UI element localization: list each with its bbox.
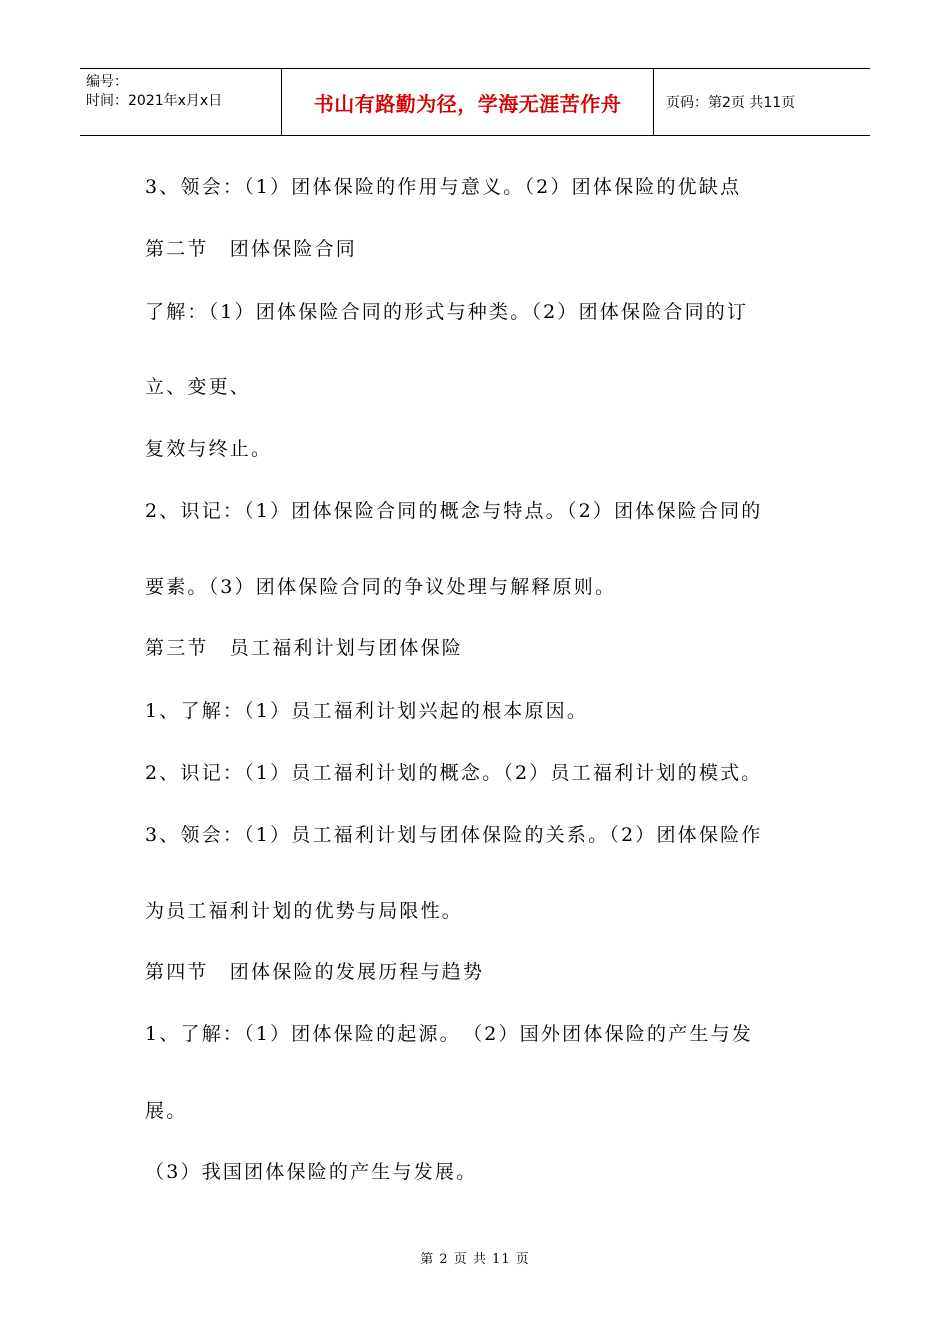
section-heading: 第三节 员工福利计划与团体保险 bbox=[145, 637, 464, 659]
body-line: 展。 bbox=[145, 1100, 188, 1122]
body-line: 了解：（1）团体保险合同的形式与种类。（2）团体保险合同的订 bbox=[145, 301, 749, 323]
document-number-label: 编号： bbox=[86, 74, 128, 90]
footer-page-number: 第 2 页 共 11 页 bbox=[420, 1252, 530, 1267]
body-line: 3、领会：（1）员工福利计划与团体保险的关系。（2）团体保险作 bbox=[145, 824, 763, 846]
body-line: 2、识记：（1）员工福利计划的概念。（2）员工福利计划的模式。 bbox=[145, 762, 763, 784]
body-line: 1、了解：（1）员工福利计划兴起的根本原因。 bbox=[145, 700, 589, 722]
page-header bbox=[80, 68, 870, 136]
section-heading: 第二节 团体保险合同 bbox=[145, 238, 358, 260]
header-motto-cell bbox=[282, 69, 654, 135]
section-heading: 第四节 团体保险的发展历程与趋势 bbox=[145, 961, 485, 983]
body-line: 立、变更、 bbox=[145, 376, 252, 398]
body-line: 为员工福利计划的优势与局限性。 bbox=[145, 900, 464, 922]
body-line: （3）我国团体保险的产生与发展。 bbox=[145, 1161, 478, 1183]
body-line: 2、识记：（1）团体保险合同的概念与特点。（2）团体保险合同的 bbox=[145, 500, 763, 522]
header-motto: 书山有路勤为径，学海无涯苦作舟 bbox=[313, 91, 622, 116]
header-meta bbox=[80, 69, 282, 135]
body-line: 3、领会：（1）团体保险的作用与意义。（2）团体保险的优缺点 bbox=[145, 176, 742, 198]
document-time-label: 时间：2021年x月x日 bbox=[86, 93, 223, 109]
header-page-label: 页码：第2页 共11页 bbox=[666, 95, 796, 111]
body-line: 1、了解：（1）团体保险的起源。 （2）国外团体保险的产生与发 bbox=[145, 1023, 753, 1045]
header-page-cell bbox=[654, 69, 870, 135]
page-footer bbox=[0, 1248, 950, 1267]
body-line: 复效与终止。 bbox=[145, 438, 273, 460]
body-line: 要素。（3）团体保险合同的争议处理与解释原则。 bbox=[145, 576, 617, 598]
